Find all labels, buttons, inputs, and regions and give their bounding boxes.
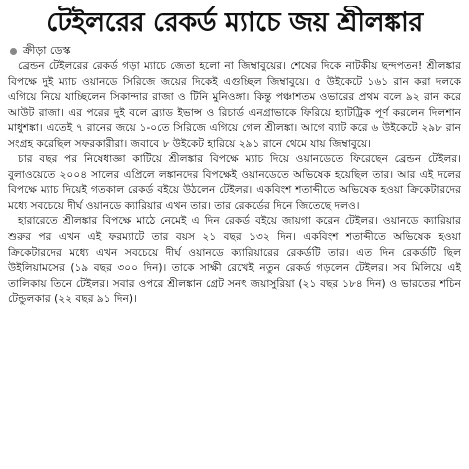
headline: টেইলরের রেকর্ড ম্যাচে জয় শ্রীলঙ্কার xyxy=(46,7,423,38)
article-paragraph-3: হারারেতে শ্রীলঙ্কার বিপক্ষে মাঠে নেমেই এ দিন রেকর্ড বইয়ে জায়গা করেন টেইলর। ওয়ানডে ক্যারিয়ার শুরুর পর এখন এই ফরম্যাটে তার বয়স ২১ বছর ১৩২ দিন। একবিংশ শতাব্দীতে অভিষেক হওয়া ক্রিকেটারদের মধ্যে এখন সবচেয়ে দীর্ঘ ওয়ানডে ক্যারিয়ারের রেকর্ডটি তার। এত দিন রেকর্ডটি ছিল উইলিয়ামসের (১৯ বছর ৩০০ দিন)। তাকে সাক্ষী রেখেই নতুন রেকর্ড গড়লেন টেইলর। সব মিলিয়ে এই তালিকায় তিনে টেইলর। সবার ওপরে শ্রীলঙ্কান গ্রেট সনৎ জয়াসুরিয়া (২১ বছর ১৮৪ দিন) ও ভারতের শচিন টেন্ডুলকার (২২ বছর ৯১ দিন)। xyxy=(8,215,461,306)
byline-text: ক্রীড়া ডেস্ক xyxy=(23,44,71,57)
article-paragraph-1: ব্রেন্ডন টেইলরের রেকর্ড গড়া ম্যাচে জেতা হলো না জিম্বাবুয়ের। শেষের দিকে নাটকীয় ছন্দপতন! শ্রীলঙ্কার বিপক্ষে দুই ম্যাচ ওয়ানডে সিরিজে জয়ের দিকেই এগুচ্ছিল জিম্বাবুয়ে। ৫ উইকেটে ১৬১ রান করা দলকে এগিয়ে নিয়ে যাচ্ছিলেন সিকান্দার রাজা ও টিনি মুনিওঙ্গা। কিন্তু পঞ্চাশতম ওভারের প্রথম বলে ৯২ রান করে আউট রাজা। এর পরের দুই বলে ব্র্যাড ইভান্স ও রিচার্ড এনগ্রাভাকে ফিরিয়ে হ্যাটট্রিক পূর্ণ করলেন দিলশান মাধুশঙ্কা। এতেই ৭ রানের জয়ে ১-০তে সিরিজে এগিয়ে গেল শ্রীলঙ্কা। আগে ব্যাট করে ৬ উইকেটে ২৯৮ রান সংগ্রহ করেছিল সফরকারীরা। জবাবে ৮ উইকেট হারিয়ে ২৯১ রানে থেমে যায় জিম্বাবুয়ে। xyxy=(8,60,461,150)
article-body xyxy=(8,59,461,308)
article-paragraph-2: চার বছর পর নিষেধাজ্ঞা কাটিয়ে শ্রীলঙ্কার বিপক্ষে ম্যাচ দিয়ে ওয়ানডেতে ফিরেছেন ব্রেন্ডন টেইলর। বুলাওয়েতে ২০০৪ সালের এপ্রিলে লঙ্কানদের বিপক্ষেই ওয়ানডেতে অভিষেক হয়েছিল তার। আর এই দলের বিপক্ষে ম্যাচ দিয়েই গতকাল রেকর্ড বইয়ে উঠলেন টেইলর। একবিংশ শতাব্দীতে অভিষেক হওয়া ক্রিকেটারদের মধ্যে সবচেয়ে দীর্ঘ ওয়ানডে ক্যারিয়ার এখন তার। তার রেকর্ডের দিনে জিতেছে দলও। xyxy=(8,153,461,212)
bullet-icon xyxy=(10,48,17,55)
byline xyxy=(10,44,461,58)
